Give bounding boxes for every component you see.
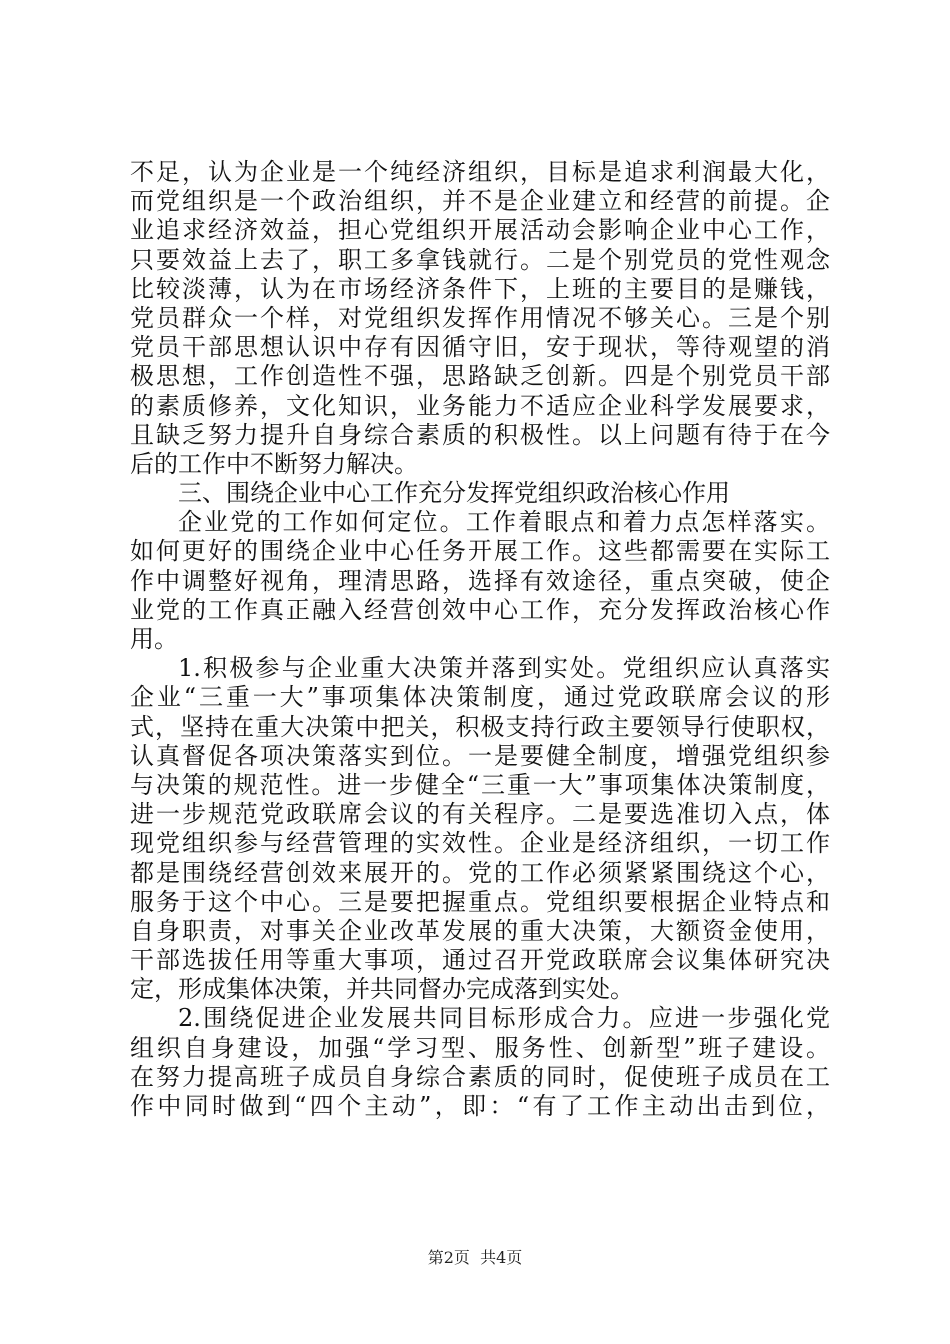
text-line: 只要效益上去了，职工多拿钱就行。二是个别党员的党性观念 <box>130 245 830 274</box>
text-line: 党员干部思想认识中存有因循守旧，安于现状，等待观望的消 <box>130 333 830 362</box>
text-line: 企业“三重一大”事项集体决策制度，通过党政联席会议的形 <box>130 683 830 712</box>
text-line: 且缺乏努力提升自身综合素质的积极性。以上问题有待于在今 <box>130 420 830 449</box>
paragraph-start-line: 1.积极参与企业重大决策并落到实处。党组织应认真落实 <box>178 654 830 683</box>
section-heading: 三、围绕企业中心工作充分发挥党组织政治核心作用 <box>178 479 730 508</box>
text-line: 认真督促各项决策落实到位。一是要健全制度，增强党组织参 <box>130 741 830 770</box>
text-line: 而党组织是一个政治组织，并不是企业建立和经营的前提。企 <box>130 187 830 216</box>
text-line: 极思想，工作创造性不强，思路缺乏创新。四是个别党员干部 <box>130 362 830 391</box>
text-line: 的素质修养，文化知识，业务能力不适应企业科学发展要求， <box>130 391 830 420</box>
text-line: 在努力提高班子成员自身综合素质的同时，促使班子成员在工 <box>130 1062 830 1091</box>
text-line: 组织自身建设，加强“学习型、服务性、创新型”班子建设。 <box>130 1033 830 1062</box>
text-line: 不足，认为企业是一个纯经济组织，目标是追求利润最大化， <box>130 158 830 186</box>
text-line: 现党组织参与经营管理的实效性。企业是经济组织，一切工作 <box>130 829 830 858</box>
text-line: 作中调整好视角，理清思路，选择有效途径，重点突破，使企 <box>130 566 830 595</box>
text-line: 与决策的规范性。进一步健全“三重一大”事项集体决策制度， <box>130 770 830 799</box>
text-line: 党员群众一个样，对党组织发挥作用情况不够关心。三是个别 <box>130 303 830 332</box>
text-line: 自身职责，对事关企业改革发展的重大决策，大额资金使用， <box>130 916 830 945</box>
text-line: 定，形成集体决策，并共同督办完成落到实处。 <box>130 975 634 1004</box>
paragraph-start-line: 2.围绕促进企业发展共同目标形成合力。应进一步强化党 <box>178 1004 830 1033</box>
paragraph-start-line: 企业党的工作如何定位。工作着眼点和着力点怎样落实。 <box>178 508 830 537</box>
text-line: 如何更好的围绕企业中心任务开展工作。这些都需要在实际工 <box>130 537 830 566</box>
page-footer: 第2页 共4页 <box>427 1248 523 1267</box>
text-line: 用。 <box>130 625 178 653</box>
text-line: 业党的工作真正融入经营创效中心工作，充分发挥政治核心作 <box>130 595 830 624</box>
text-line: 进一步规范党政联席会议的有关程序。二是要选准切入点，体 <box>130 800 830 829</box>
text-line: 服务于这个中心。三是要把握重点。党组织要根据企业特点和 <box>130 887 830 916</box>
text-line: 都是围绕经营创效来展开的。党的工作必须紧紧围绕这个心， <box>130 858 830 887</box>
text-line: 作中同时做到“四个主动”，即：“有了工作主动出击到位， <box>130 1092 830 1120</box>
text-line: 后的工作中不断努力解决。 <box>130 449 418 478</box>
document-body <box>130 158 830 1121</box>
text-line: 式，坚持在重大决策中把关，积极支持行政主要领导行使职权， <box>130 712 830 741</box>
text-line: 业追求经济效益，担心党组织开展活动会影响企业中心工作， <box>130 216 830 245</box>
text-line: 干部选拔任用等重大事项，通过召开党政联席会议集体研究决 <box>130 946 830 975</box>
text-line: 比较淡薄，认为在市场经济条件下，上班的主要目的是赚钱， <box>130 274 830 303</box>
